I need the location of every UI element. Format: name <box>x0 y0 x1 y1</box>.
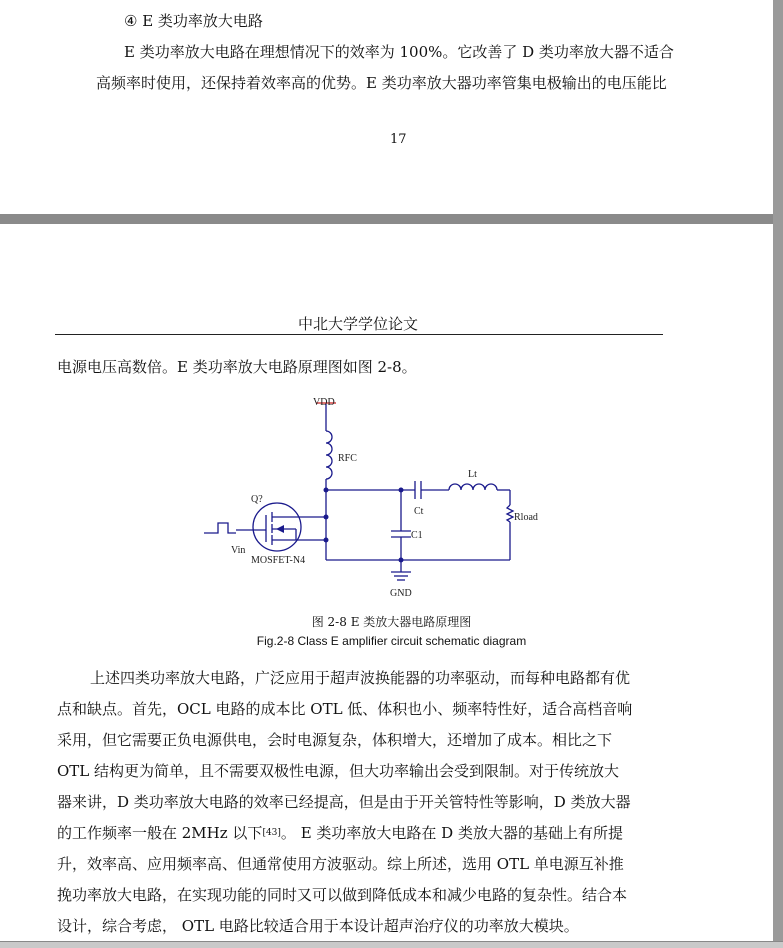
paragraph-line: E 类功率放大电路在理想情况下的效率为 100%。它改善了 D 类功率放大器不适合 <box>124 43 674 61</box>
body-line <box>57 823 623 843</box>
intro-line: 电源电压高数倍。E 类功率放大电路原理图如图 2-8。 <box>57 358 417 376</box>
mosfet-arrow <box>276 525 284 533</box>
body-text: 的工作频率一般在 2MHz 以下 <box>57 824 263 842</box>
body-line: 挽功率放大电路，在实现功能的同时又可以做到降低成本和减少电路的复杂性。结合本 <box>57 886 628 904</box>
label-vdd: VDD <box>313 397 335 408</box>
body-line: 设计，综合考虑， OTL 电路比较适合用于本设计超声治疗仪的功率放大模块。 <box>57 917 579 935</box>
label-rload: Rload <box>514 512 538 523</box>
label-mosfet: MOSFET-N4 <box>251 555 306 566</box>
junction-dot <box>324 515 329 520</box>
label-lt: Lt <box>468 469 477 480</box>
body-line: 升，效率高、应用频率高、但通常使用方波驱动。综上所述，选用 OTL 单电源互补推 <box>57 855 624 873</box>
section-heading: ④ E 类功率放大电路 <box>124 12 263 30</box>
figure-caption-en: Fig.2-8 Class E amplifier circuit schematic diagram <box>256 634 527 648</box>
body-line: 上述四类功率放大电路，广泛应用于超声波换能器的功率驱动，而每种电路都有优 <box>90 669 631 687</box>
body-line: 点和缺点。首先，OCL 电路的成本比 OTL 低、体积也小、频率特性好，适合高档音响 <box>57 700 633 718</box>
body-line: 采用，但它需要正负电源供电，会时电源复杂，体积增大，还增加了成本。相比之下 <box>57 731 613 749</box>
label-vin: Vin <box>231 545 246 556</box>
label-gnd: GND <box>390 588 412 599</box>
junction-dot <box>399 558 404 563</box>
junction-dot <box>324 488 329 493</box>
paragraph-line: 高频率时使用，还保持着效率高的优势。E 类功率放大器功率管集电极输出的电压能比 <box>96 74 667 92</box>
label-q: Q? <box>251 494 263 505</box>
input-pulse <box>204 523 236 533</box>
junction-dot <box>324 538 329 543</box>
lt-inductor <box>449 484 497 490</box>
running-header: 中北大学学位论文 <box>298 315 419 333</box>
figure-caption-cn: 图 2-8 E 类放大器电路原理图 <box>311 615 472 629</box>
label-c1: C1 <box>411 530 423 541</box>
label-ct: Ct <box>414 506 424 517</box>
body-text: 。 E 类功率放大电路在 D 类放大器的基础上有所提 <box>280 824 623 842</box>
mosfet-body <box>253 503 301 551</box>
body-line: OTL 结构更为简单，且不需要双极性电源，但大功率输出会受到限制。对于传统放大 <box>57 762 620 780</box>
rload-resistor <box>507 505 513 522</box>
viewer-scrollbar[interactable] <box>773 0 783 947</box>
rfc-inductor <box>326 431 332 479</box>
page-number: 17 <box>390 132 407 147</box>
citation: [43] <box>262 828 281 838</box>
body-line: 器来讲，D 类功率放大电路的效率已经提高，但是由于开关管特性等影响，D 类放大器 <box>57 793 631 811</box>
label-rfc: RFC <box>338 453 357 464</box>
junction-dot <box>399 488 404 493</box>
